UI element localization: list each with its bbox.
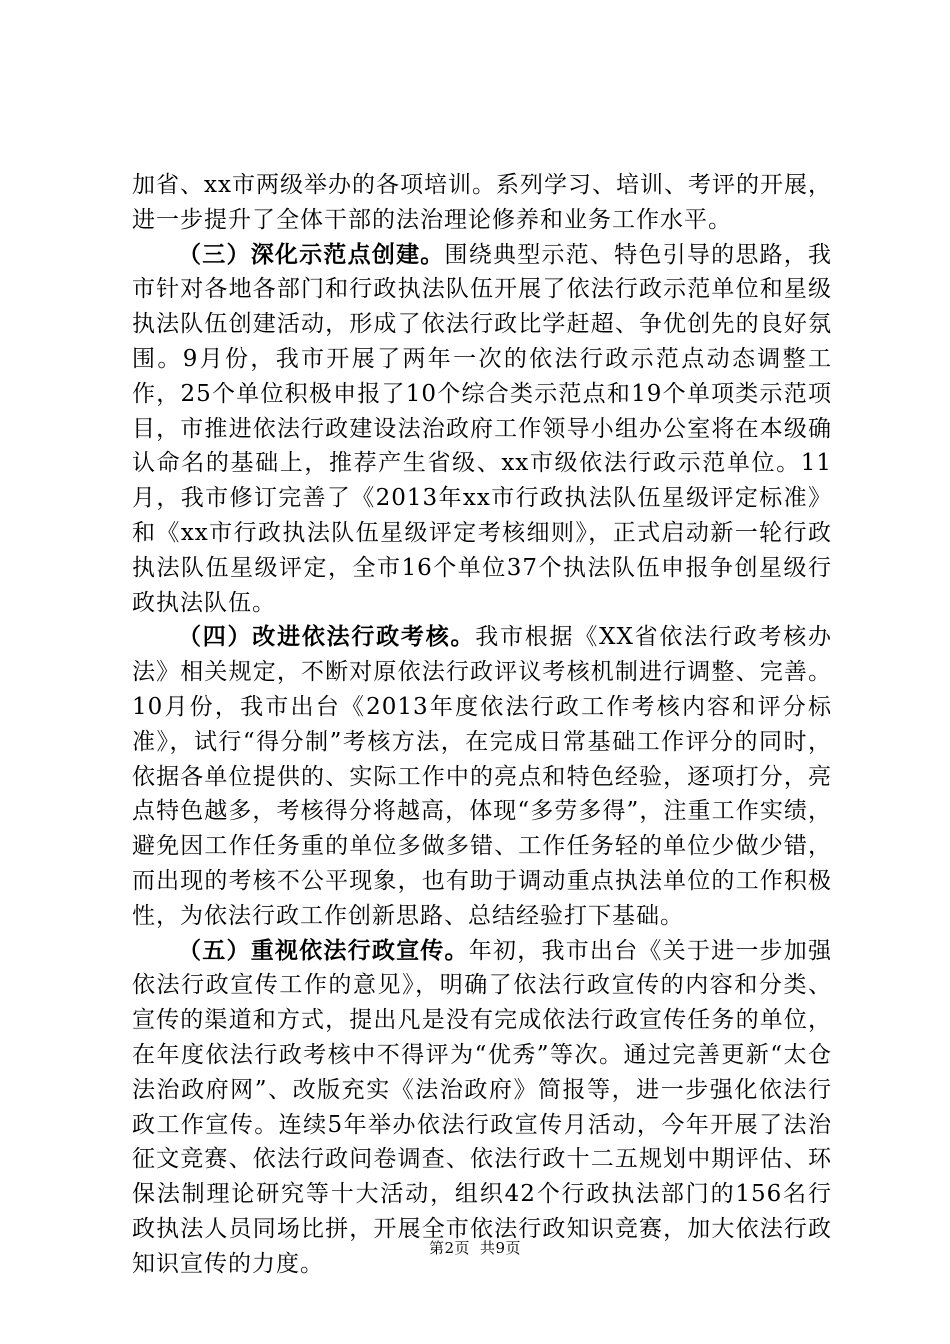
paragraph-text: 加省、xx市两级举办的各项培训。系列学习、培训、考评的开展，进一步提升了全体干部的法治理论修养和业务工作水平。 <box>132 172 832 233</box>
page-footer <box>0 1238 950 1258</box>
paragraph-text: 年初，我市出台《关于进一步加强依法行政宣传工作的意见》，明确了依法行政宣传的内容和分类、宣传的渠道和方式，提出凡是没有完成依法行政宣传任务的单位，在年度依法行政考核中不得评为“优秀”等次。通过完善更新“太仓法治政府网”、改版充实《法治政府》简报等，进一步强化依法行政工作宣传。连续5年举办依法行政宣传月活动，今年开展了法治征文竞赛、依法行政问卷调查、依法行政十二五规划中期评估、环保法制理论研究等十大活动，组织42个行政执法部门的156名行政执法人员同场比拼，开展全市依法行政知识竞赛，加大依法行政知识宣传的力度。 <box>132 937 833 1277</box>
page-number: 第2页 <box>428 1239 470 1257</box>
paragraph-text: 围绕典型示范、特色引导的思路，我市针对各地各部门和行政执法队伍开展了依法行政示范单位和星级执法队伍创建活动，形成了依法行政比学赶超、争优创先的良好氛围。9月份，我市开展了两年一次的依法行政示范点动态调整工作，25个单位积极申报了10个综合类示范点和19个单项类示范项目，市推进依法行政建设法治政府工作领导小组办公室将在本级确认命名的基础上，推荐产生省级、xx市级依法行政示范单位。11月，我市修订完善了《2013年xx市行政执法队伍星级评定标准》和《xx市行政执法队伍星级评定考核细则》，正式启动新一轮行政执法队伍星级评定，全市16个单位37个执法队伍申报争创星级行政执法队伍。 <box>132 241 833 616</box>
section-heading: （五）重视依法行政宣传。 <box>178 936 469 964</box>
paragraph-assessment <box>132 620 832 933</box>
section-heading: （三）深化示范点创建。 <box>178 240 445 268</box>
paragraph-text: 我市根据《XX省依法行政考核办法》相关规定，不断对原依法行政评议考核机制进行调整、完善。10月份，我市出台《2013年度依法行政工作考核内容和评分标准》，试行“得分制”考核方法，在完成日常基础工作评分的同时，依据各单位提供的、实际工作中的亮点和特色经验，逐项打分，亮点特色越多，考核得分将越高，体现“多劳多得”，注重工作实绩，避免因工作任务重的单位多做多错、工作任务轻的单位少做少错，而出现的考核不公平现象，也有助于调动重点执法单位的工作积极性，为依法行政工作创新思路、总结经验打下基础。 <box>132 624 833 929</box>
section-heading: （四）改进依法行政考核。 <box>178 623 476 651</box>
document-body <box>132 168 832 1282</box>
paragraph-continued <box>132 168 832 238</box>
paragraph-demonstration-sites <box>132 238 832 621</box>
paragraph-publicity <box>132 934 832 1282</box>
page-total: 共9页 <box>480 1239 522 1257</box>
